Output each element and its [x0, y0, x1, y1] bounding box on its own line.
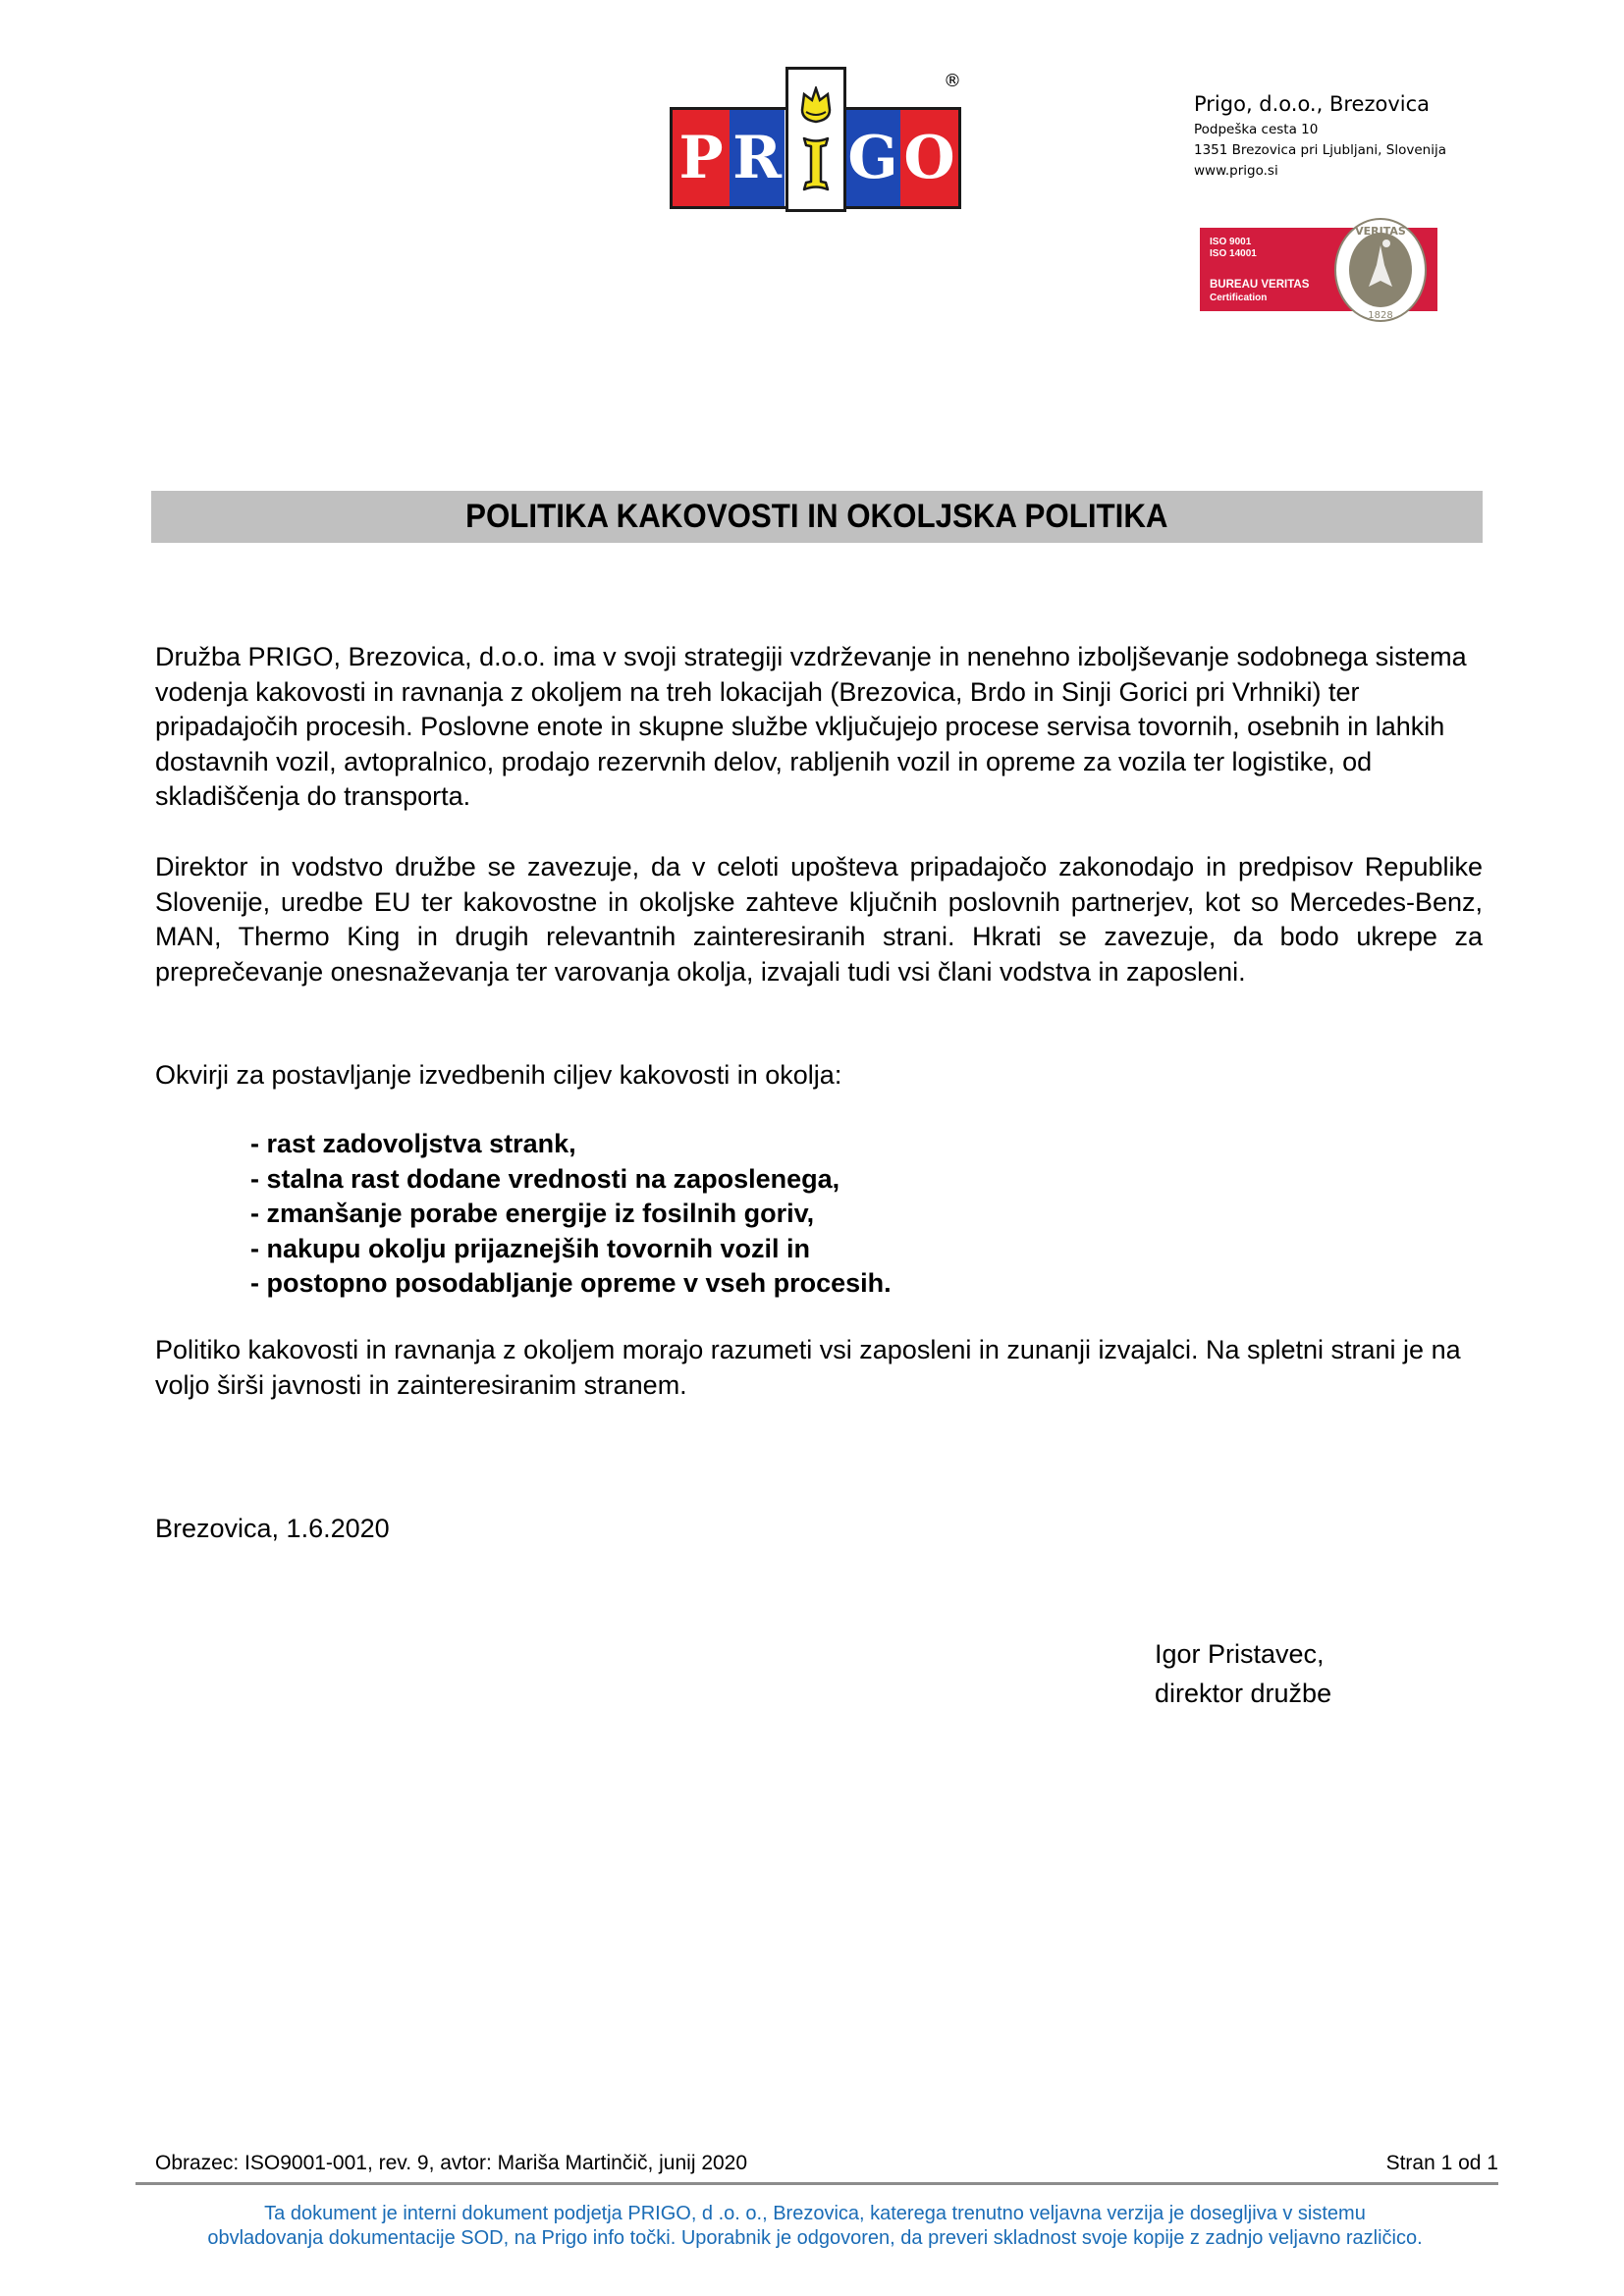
logo-letter-p: P	[673, 110, 730, 206]
signatory-role: direktor družbe	[1155, 1679, 1332, 1708]
paragraph-understanding: Politiko kakovosti in ravnanja z okoljem morajo razumeti vsi zaposleni in zunanji izvajalci. Na spletni strani je na voljo širši javnosti in zainteresiranim stranem.	[155, 1335, 1461, 1400]
goal-item: - rast zadovoljstva strank,	[250, 1129, 576, 1158]
company-address	[1194, 92, 1446, 180]
logo-letter-r: R	[730, 110, 785, 206]
prigo-logo	[664, 67, 968, 214]
iso-standards	[1210, 237, 1257, 260]
form-info: Obrazec: ISO9001-001, rev. 9, avtor: Mariša Martinčič, junij 2020	[155, 2152, 748, 2174]
bureau-veritas-seal-icon	[1331, 216, 1430, 324]
crown-icon	[798, 86, 834, 132]
document-title: POLITIKA KAKOVOSTI IN OKOLJSKA POLITIKA	[465, 498, 1168, 535]
goal-item: - postopno posodabljanje opreme v vseh procesih.	[250, 1268, 892, 1298]
iso-9001-label: ISO 9001	[1210, 237, 1252, 247]
company-city: 1351 Brezovica pri Ljubljani, Slovenija	[1194, 142, 1446, 158]
iso-14001-label: ISO 14001	[1210, 248, 1257, 259]
paragraph-strategy: Družba PRIGO, Brezovica, d.o.o. ima v svoji strategiji vzdrževanje in nenehno izboljševanje sodobnega sistema vodenja kakovosti in ravnanja z okoljem na treh lokacijah (Brezovica, Brdo in Sinji Gorici pri Vrhniki) ter pripadajočih procesih. Poslovne enote in skupne službe vključujejo procese servisa tovornih, osebnih in lahkih dostavnih vozil, avtopralnico, prodajo rezervnih delov, rabljenih vozil in opreme za vozila ter logistike, od skladiščenja do transporta.	[155, 642, 1467, 811]
company-street: Podpeška cesta 10	[1194, 122, 1319, 137]
bureau-veritas-label: BUREAU VERITAS	[1210, 279, 1310, 291]
certification-badge	[1200, 225, 1437, 321]
signature-block	[1155, 1634, 1331, 1713]
place-date: Brezovica, 1.6.2020	[155, 1514, 390, 1543]
paragraph-commitment: Direktor in vodstvo družbe se zavezuje, da v celoti upošteva pripadajočo zakonodajo in predpisov Republike Slovenije, uredbe EU ter kakovostne in okoljske zahteve ključnih poslovnih partnerjev, kot so Mercedes-Benz, MAN, Thermo King in drugih relevantnih zainteresiranih strani. Hkrati se zavezuje, da bodo ukrepe za preprečevanje onesnaževanja ter varovanja okolja, izvajali tudi vsi člani vodstva in zaposleni.	[155, 852, 1483, 987]
document-notice	[128, 2202, 1502, 2251]
goal-item: - nakupu okolju prijaznejših tovornih vozil in	[250, 1233, 811, 1263]
logo-letter-g: G	[845, 110, 900, 206]
goals-list	[250, 1127, 892, 1302]
svg-text:1828: 1828	[1368, 310, 1393, 321]
goal-item: - zmanšanje porabe energije iz fosilnih goriv,	[250, 1199, 815, 1228]
notice-line-1: Ta dokument je interni dokument podjetja PRIGO, d .o. o., Brezovica, katerega trenutno veljavna verzija je dosegljiva v sistemu	[264, 2203, 1366, 2224]
company-name: Prigo, d.o.o., Brezovica	[1194, 92, 1431, 116]
certification-label: Certification	[1210, 293, 1268, 303]
company-website: www.prigo.si	[1194, 163, 1278, 179]
logo-letter-o: O	[900, 110, 958, 206]
goal-item: - stalna rast dodane vrednosti na zaposlenega,	[250, 1163, 840, 1194]
svg-text:VERITAS: VERITAS	[1355, 225, 1406, 238]
page-number: Stran 1 od 1	[1385, 2152, 1498, 2174]
signatory-name: Igor Pristavec,	[1155, 1639, 1325, 1669]
footer-divider	[135, 2182, 1498, 2185]
notice-line-2: obvladovanja dokumentacije SOD, na Prigo info točki. Uporabnik je odgovoren, da preveri skladnost svoje kopije z zadnjo veljavno različico.	[207, 2227, 1423, 2249]
paragraph-goals-intro: Okvirji za postavljanje izvedbenih ciljev kakovosti in okolja:	[155, 1060, 842, 1090]
document-title-bar	[151, 491, 1483, 543]
registered-mark: ®	[944, 71, 961, 91]
logo-letter-i	[801, 135, 831, 192]
